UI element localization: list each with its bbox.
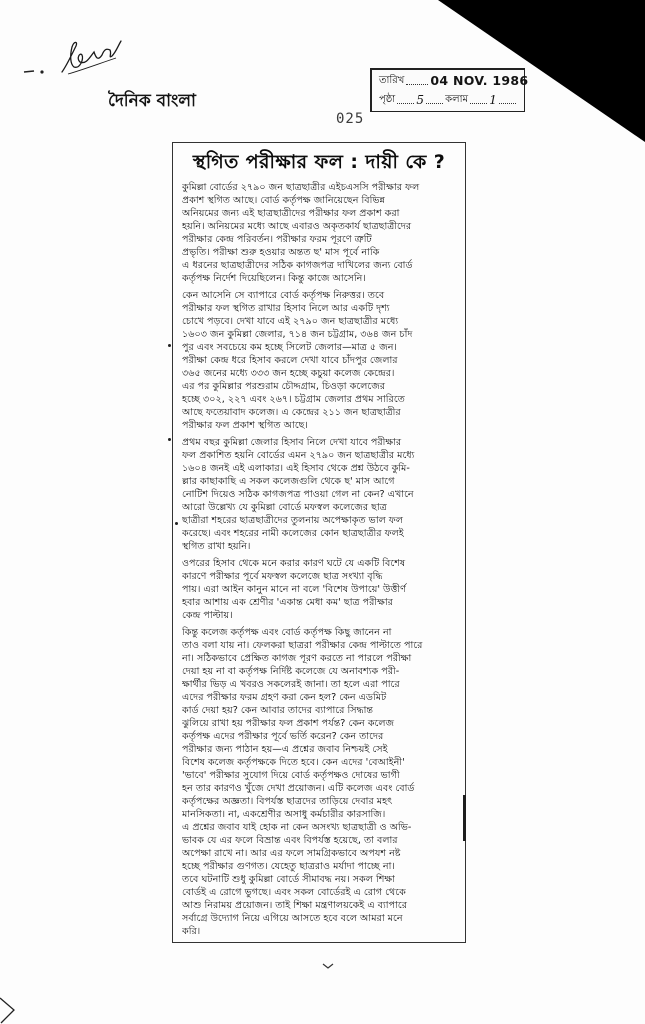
article-paragraph: [182, 557, 462, 622]
article-line: পরীক্ষার ফল প্রকাশ স্থগিত আছে।: [182, 420, 308, 431]
margin-marker-line: [463, 795, 466, 841]
stamp-leader: [470, 103, 487, 104]
article-line: হচ্ছে পরীক্ষার গুণগত। যেহেতু ছাত্ররাও মর্যাদা পাচ্ছে না।: [182, 861, 395, 872]
handwritten-signature: [58, 34, 124, 78]
article-line: ১৬০৪ জনই এই এলাকার। এই হিসাব থেকে প্রশ্ন উঠবে কুমি-: [182, 463, 410, 474]
article-line: এ প্রশ্নের জবাব যাই হোক না কেন অসংখ্য ছাত্রছাত্রী ও অভি-: [182, 822, 412, 833]
article-line: কেন আসেনি সে ব্যাপারে বোর্ড কর্তৃপক্ষ নিরুত্তর। তবে: [182, 290, 385, 301]
stamp-page-label: পৃষ্ঠা: [379, 94, 396, 105]
article-paragraph: [182, 436, 462, 553]
stamp-column-value: 1: [489, 93, 497, 107]
article-line: কার্ড দেয়া হয়? কেন আবার তাদের ব্যাপারে সিদ্ধান্ত: [182, 705, 373, 716]
article-line: হচ্ছে ৩০২, ২২৭ এবং ২৬৭। চট্টগ্রাম জেলার প্রথম সারিতে: [182, 394, 405, 405]
margin-mark: [175, 522, 178, 525]
archive-page-number: 025: [336, 111, 365, 127]
article-line: হয়নি। অনিয়মের মধ্যে আছে এবারও অকৃতকার্য ছাত্রছাত্রীদের: [182, 221, 412, 232]
article-line: চোখে পড়বে। দেখা যাবে এই ২৭৯০ জন ছাত্রছাত্রীর মধ্যে: [182, 316, 399, 327]
article-body: [182, 181, 462, 942]
article-line: ওপরের হিসাব থেকে মনে করার কারণ ঘটে যে একটি বিশেষ: [182, 558, 406, 569]
article-line: এ ধরনের ছাত্রছাত্রীদের সঠিক কাগজপত্র দাখিলের জন্য বোর্ড: [182, 260, 413, 271]
date-stamp: [370, 68, 529, 112]
article-line: কর্তৃপক্ষ এদের পরীক্ষার পূর্বে ভর্তি করেন? কেন তাদের: [182, 731, 384, 742]
stamp-leader: [406, 84, 428, 85]
article-line: এর পর কুমিল্লার পরশুরাম চৌদ্দগ্রাম, চিওড়া কলেজের: [182, 381, 386, 392]
article-paragraph: [182, 289, 462, 432]
article-line: আছে ফতেয়াবাদ কলেজ। এ কেন্দ্রের ২১১ জন ছাত্রছাত্রীর: [182, 407, 401, 418]
article-headline: স্থগিত পরীক্ষার ফল : দায়ী কে ?: [192, 151, 446, 173]
stamp-page-value: 5: [416, 93, 424, 107]
publication-name: দৈনিক বাংলা: [108, 91, 196, 111]
article-line: হবার আশায় এক শ্রেণীর 'একান্ত মেধা কম' ছাত্র পরীক্ষার: [182, 597, 393, 608]
stamp-column-label: কলাম: [445, 94, 469, 105]
stamp-date-value: 04 NOV. 1986: [430, 73, 529, 88]
article-line: পায়। এরা আইন কানুন মানে না বলে 'বিশেষ উপায়ে' উত্তীর্ণ: [182, 584, 406, 595]
article-line: বোর্ডই এ রোগে ভুগছে। এবং সকল বোর্ডেরই এ রোগ থেকে: [182, 887, 406, 898]
margin-mark: [168, 438, 171, 441]
article-line: ১৬০৩ জন কুমিল্লা জেলার, ৭১৪ জন চট্টগ্রাম, ৩৬৪ জন চাঁদ: [182, 329, 413, 340]
article-line: আরো উল্লেখ্য যে কুমিল্লা বোর্ডে মফস্বল কলেজের ছাত্র: [182, 502, 387, 513]
margin-mark: [168, 344, 171, 347]
stamp-leader: [499, 103, 516, 104]
article-line: আশু নিরাময় প্রয়োজন। তাই শিক্ষা মন্ত্রণালয়কেই এ ব্যাপারে: [182, 900, 408, 911]
article-line: তবে ঘটনাটি শুধু কুমিল্লা বোর্ডে সীমাবদ্ধ নয়। সকল শিক্ষা: [182, 874, 395, 885]
pen-mark-icon: [320, 960, 336, 972]
article-line: অনিয়মের জন্য এই ছাত্রছাত্রীদের পরীক্ষার ফল প্রকাশ করা: [182, 208, 400, 219]
news-article: [172, 142, 466, 943]
article-line: মানসিকতা। না, একশ্রেণীর অসাধু কর্মচারীর কারসাজি।: [182, 809, 386, 820]
article-line: 'ভাবে' পরীক্ষার সুযোগ দিয়ে বোর্ড কর্তৃপক্ষও দোষের ভাগী: [182, 770, 400, 781]
article-line: দেয়া হয় না বা কর্তৃপক্ষ নির্দিষ্ট কলেজে যে অনাবশ্যক পরী-: [182, 666, 400, 677]
article-line: স্থগিত রাখা হয়নি।: [182, 541, 251, 552]
article-line: নোটিশ দিয়েও সঠিক কাগজপত্র পাওয়া গেল না কেন? এখানে: [182, 489, 414, 500]
article-line: না। সঠিকভাবে প্রেক্ষিত কাগজ পূরণ করতে না পারলে পরীক্ষা: [182, 653, 412, 664]
stamp-page-row: [379, 93, 518, 107]
scan-edge-mark: [0, 996, 18, 1024]
stamp-leader: [397, 103, 414, 104]
stamp-date-row: [379, 73, 529, 88]
article-line: কর্তৃপক্ষের অজ্ঞতা। বিপর্যস্ত ছাত্রদের তাড়িয়ে দেবার মহৎ: [182, 796, 393, 807]
article-line: পুর এবং সবচেয়ে কম হচ্ছে সিলেট জেলার—মাত্র ৫ জন।: [182, 342, 397, 353]
article-line: প্রকাশ স্থগিত আছে। বোর্ড কর্তৃপক্ষ জানিয়েছেন বিভিন্ন: [182, 195, 385, 206]
article-line: পরীক্ষার ফল স্থগিত রাখার হিসাব নিলে আর একটি দৃশ্য: [182, 303, 390, 314]
article-line: কর্তৃপক্ষ নির্দেশ দিয়েছিলেন। কিন্তু কাজে আসেনি।: [182, 273, 366, 284]
article-line: কিন্তু কলেজ কর্তৃপক্ষ এবং বোর্ড কর্তৃপক্ষ কিছু জানেন না: [182, 627, 392, 638]
article-line: ছাত্রীরা শহরের ছাত্রছাত্রীদের তুলনায় অপেক্ষাকৃত ভাল ফল: [182, 515, 403, 526]
article-line: পরীক্ষার জন্য পাঠান হয়—এ প্রশ্নের জবাব নিশ্চয়ই সেই: [182, 744, 388, 755]
article-paragraph: [182, 626, 462, 938]
article-line: ঝুলিয়ে রাখা হয় পরীক্ষার ফল প্রকাশ পর্যন্ত? কেন কলেজ: [182, 718, 395, 729]
article-line: ভাবক যে এর ফলে বিভ্রান্ত এবং বিপর্যস্ত হয়েছে, তা বলার: [182, 835, 398, 846]
article-line: পরীক্ষার কেন্দ্র পরিবর্তন। পরীক্ষার ফরম পূরণে ত্রুটি: [182, 234, 372, 245]
article-line: প্রথম বছর কুমিল্লা জেলার হিসাব নিলে দেখা যাবে পরীক্ষার: [182, 437, 402, 448]
article-line: ৩৬৫ জনের মধ্যে ৩৩৩ জন হচ্ছে কচুয়া কলেজ কেন্দ্রের।: [182, 368, 395, 379]
article-line: কেন্দ্র পাল্টায়।: [182, 610, 233, 621]
article-line: ফল প্রকাশিত হয়নি বোর্ডের এমন ২৭৯০ জন ছাত্রছাত্রীর মধ্যে: [182, 450, 415, 461]
article-line: পরীক্ষা কেন্দ্র ধরে হিসাব করলে দেখা যাবে চাঁদপুর জেলার: [182, 355, 398, 366]
article-line: কারণে পরীক্ষার পূর্বে মফস্বল কলেজে ছাত্র সংখ্যা বৃদ্ধি: [182, 571, 383, 582]
article-line: তাও বলা যায় না। ফেলকরা ছাত্ররা পরীক্ষার কেন্দ্র পাল্টাতে পারে: [182, 640, 423, 651]
article-line: ক্ষার্থীর ভিড় এ খবরও সকলেরই জানা। তা হলে এরা পারে: [182, 679, 400, 690]
article-line: হন তার কারণও খুঁজে দেখা প্রয়োজন। এটি কলেজ এবং বোর্ড: [182, 783, 415, 794]
article-line: প্রভৃতি। পরীক্ষা শুরু হওয়ার অন্তত ছ' মাস পূর্বে নাকি: [182, 247, 380, 258]
article-line: অপেক্ষা রাখে না। আর এর ফলে সামগ্রিকভাবে অপযশ নষ্ট: [182, 848, 401, 859]
article-line: কুমিল্লা বোর্ডের ২৭৯০ জন ছাত্রছাত্রীর এইচএসসি পরীক্ষার ফল: [182, 182, 420, 193]
article-line: করেছে। এবং শহরের নামী কলেজের কোন ছাত্রছাত্রীর ফলই: [182, 528, 404, 539]
article-line: বিশেষ কলেজ কর্তৃপক্ষকে দিতে হবে। কেন এদের 'বেআইনী': [182, 757, 405, 768]
pen-mark-icon: [20, 64, 50, 78]
article-line: এদের পরীক্ষার ফরম গ্রহণ করা কেন হল? কেন এডমিট: [182, 692, 387, 703]
article-line: ল্লার কাছাকাছি এ সকল কলেজগুলি থেকে ছ' মাস আগে: [182, 476, 395, 487]
article-line: করি।: [182, 926, 201, 937]
article-paragraph: [182, 181, 462, 285]
stamp-leader: [426, 103, 443, 104]
article-line: সর্বাগ্রে উদ্যোগ নিয়ে এগিয়ে আসতে হবে বলে আমরা মনে: [182, 913, 403, 924]
stamp-date-label: তারিখ: [379, 75, 405, 86]
